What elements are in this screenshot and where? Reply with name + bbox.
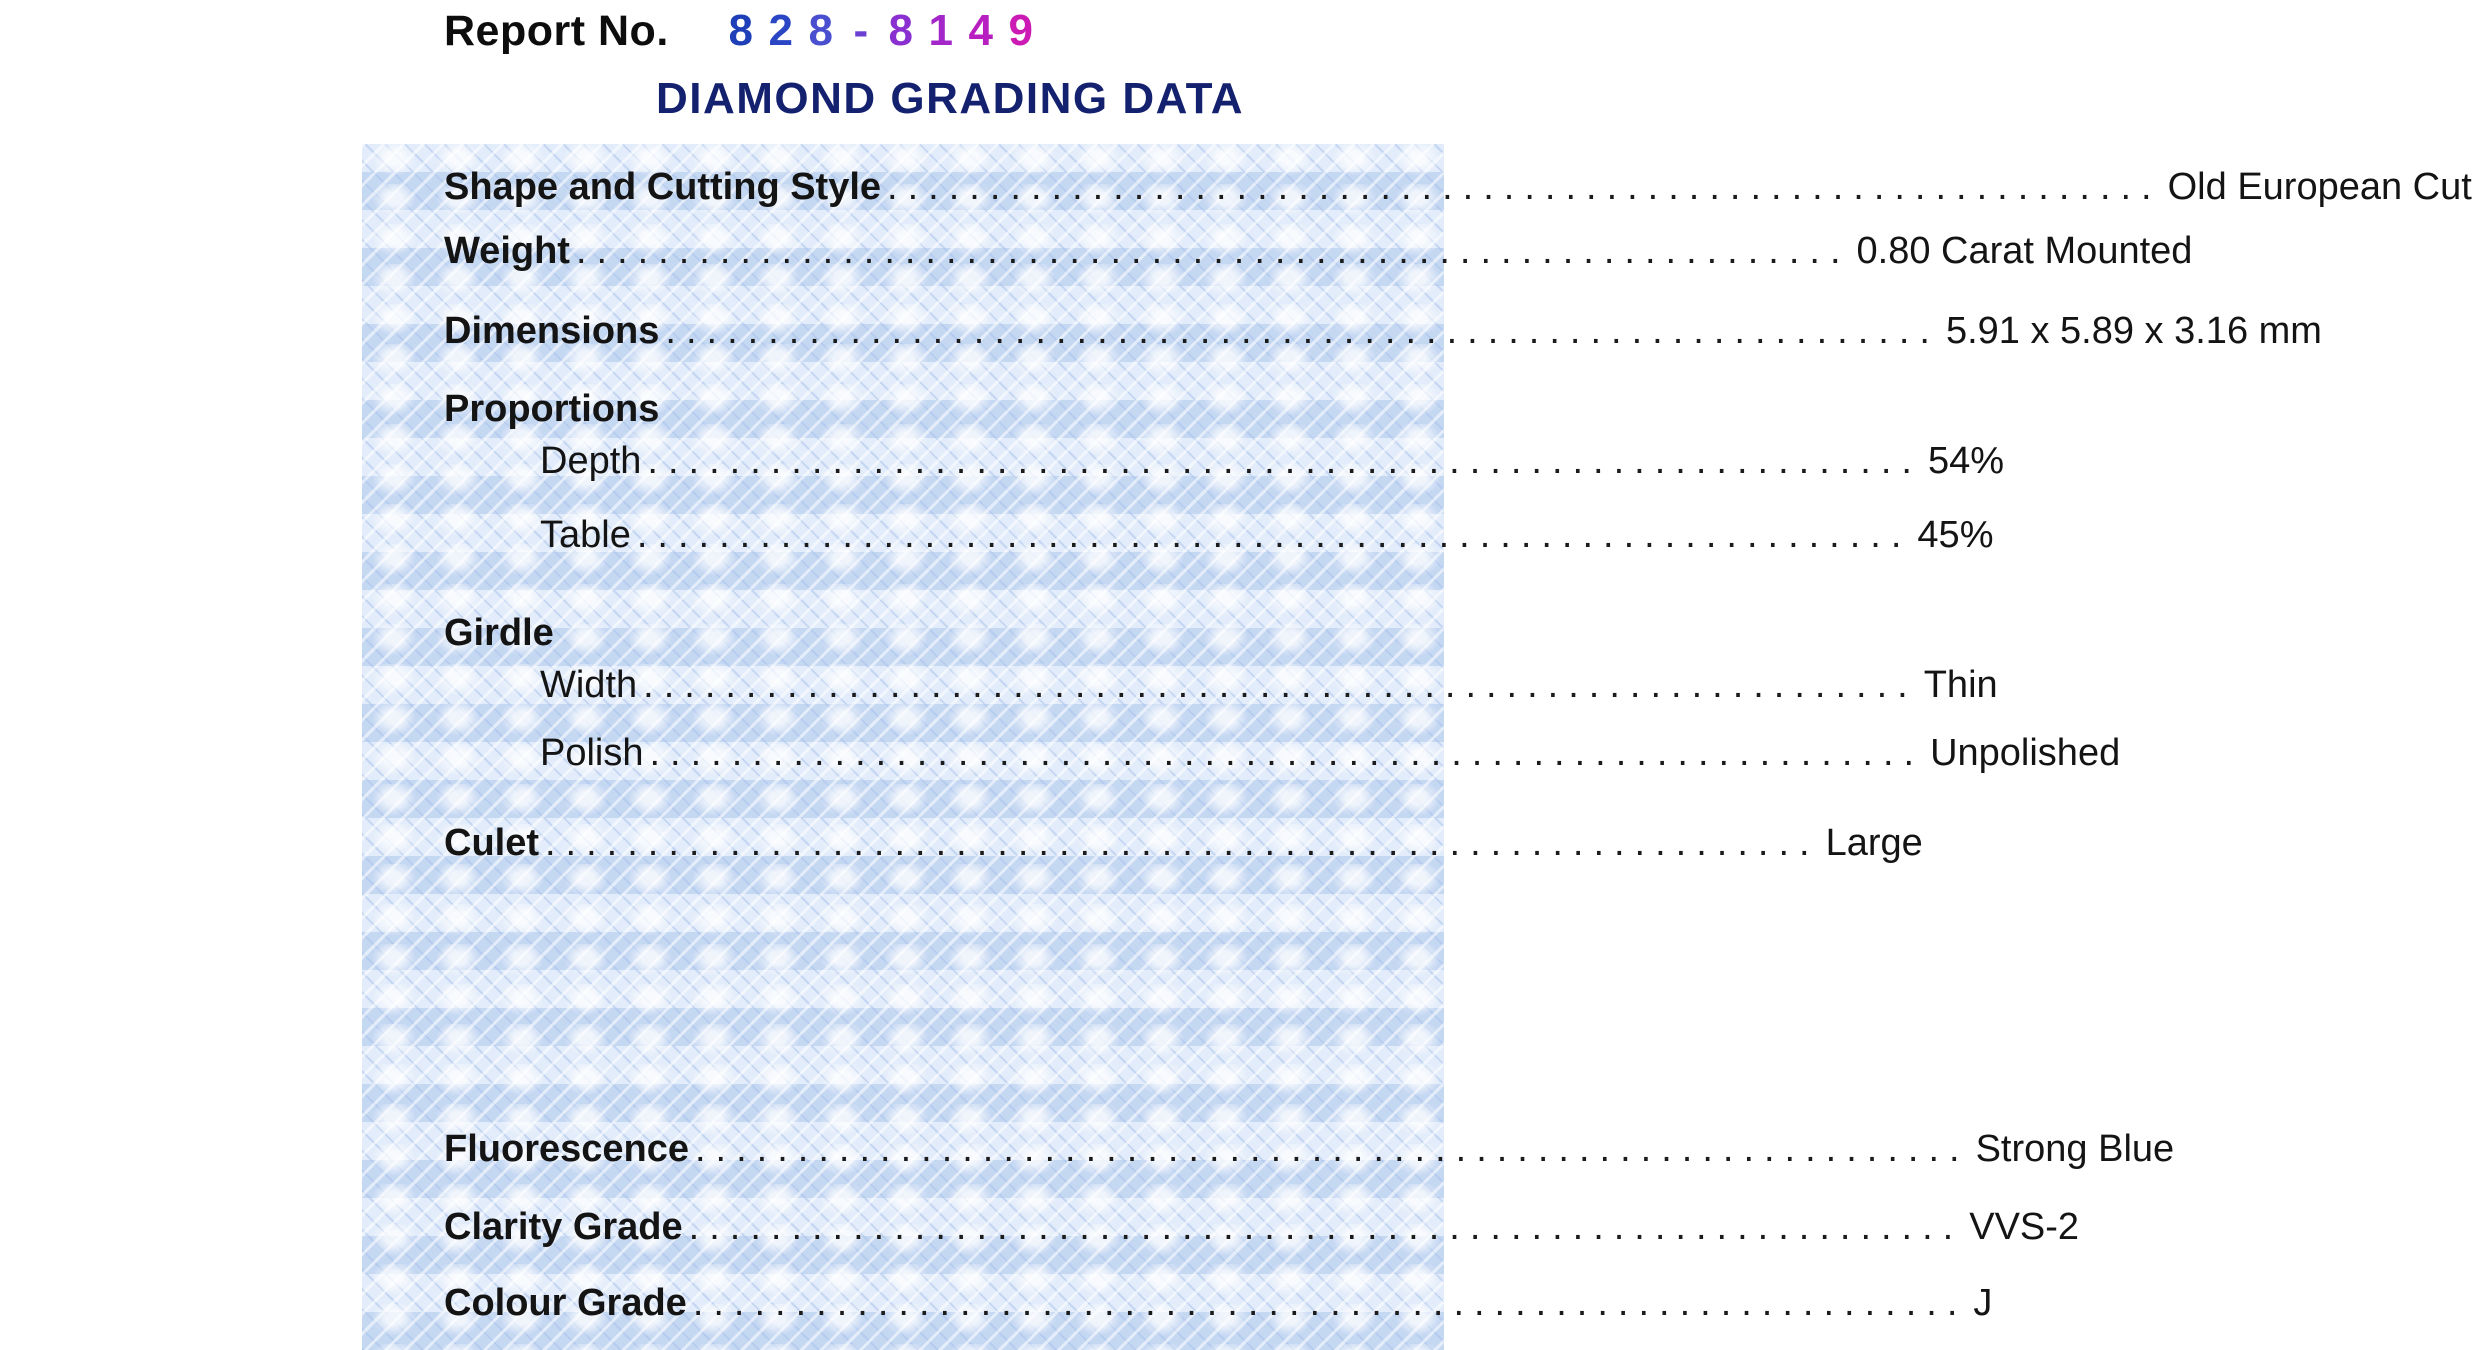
report-digit: 9	[1008, 6, 1034, 55]
report-number-line	[444, 0, 1041, 62]
field-value: 54%	[1927, 440, 2005, 482]
field-depth	[540, 440, 2005, 483]
field-value: 5.91 x 5.89 x 3.16 mm	[1945, 310, 2322, 352]
dot-leader: ..............................................................	[665, 310, 1940, 352]
report-digit: 4	[968, 6, 994, 55]
field-value: Strong Blue	[1975, 1128, 2175, 1170]
field-value: 45%	[1917, 514, 1994, 556]
field-label: Shape and Cutting Style	[444, 166, 882, 208]
report-digit: -	[853, 6, 869, 55]
dot-leader: ..............................................................	[643, 664, 1918, 706]
report-digit: 2	[768, 6, 794, 55]
field-label: Weight	[444, 230, 570, 272]
field-label: Dimensions	[444, 310, 660, 352]
dot-leader: ..............................................................	[692, 1282, 1968, 1324]
report-number	[721, 6, 1041, 56]
field-value: VVS-2	[1969, 1206, 2080, 1248]
field-culet	[444, 822, 1923, 865]
field-girdle-polish	[540, 732, 2121, 775]
report-digit: 1	[928, 6, 954, 55]
report-digit: 8	[888, 6, 914, 55]
report-digit: 8	[728, 6, 754, 55]
field-dimensions	[444, 310, 2322, 353]
section-heading-proportions: Proportions	[444, 388, 660, 430]
field-label: Table	[540, 514, 631, 556]
field-label: Culet	[444, 822, 539, 864]
field-label: Polish	[540, 732, 644, 774]
field-weight	[444, 230, 2193, 273]
dot-leader: ..............................................................	[695, 1128, 1970, 1170]
field-shape	[444, 166, 2472, 209]
dot-leader: ..............................................................	[575, 230, 1851, 272]
report-number-label: Report No.	[444, 6, 669, 55]
page-title: DIAMOND GRADING DATA	[655, 74, 1245, 123]
field-value: Old European Cut	[2167, 166, 2472, 208]
field-value: Large	[1825, 822, 1923, 864]
dot-leader: ..............................................................	[688, 1206, 1964, 1248]
field-girdle-width	[540, 664, 1998, 707]
field-label: Clarity Grade	[444, 1206, 683, 1248]
field-value: Thin	[1923, 664, 1998, 706]
field-colour-grade	[444, 1282, 1993, 1325]
field-label: Colour Grade	[444, 1282, 687, 1324]
field-label: Width	[540, 664, 638, 706]
dot-leader: ..............................................................	[636, 514, 1912, 556]
report-digit: 8	[808, 6, 834, 55]
field-fluorescence	[444, 1128, 2175, 1171]
dot-leader: ..............................................................	[649, 732, 1925, 774]
section-heading-girdle: Girdle	[444, 612, 554, 654]
field-value: 0.80 Carat Mounted	[1856, 230, 2193, 272]
field-table	[540, 514, 1994, 557]
dot-leader: ..............................................................	[545, 822, 1820, 864]
dot-leader: ..............................................................	[647, 440, 1922, 482]
field-label: Fluorescence	[444, 1128, 689, 1170]
field-clarity-grade	[444, 1206, 2080, 1249]
field-value: J	[1973, 1282, 1993, 1324]
dot-leader: ..............................................................	[887, 166, 2162, 208]
field-value: Unpolished	[1930, 732, 2121, 774]
field-label: Depth	[540, 440, 642, 482]
